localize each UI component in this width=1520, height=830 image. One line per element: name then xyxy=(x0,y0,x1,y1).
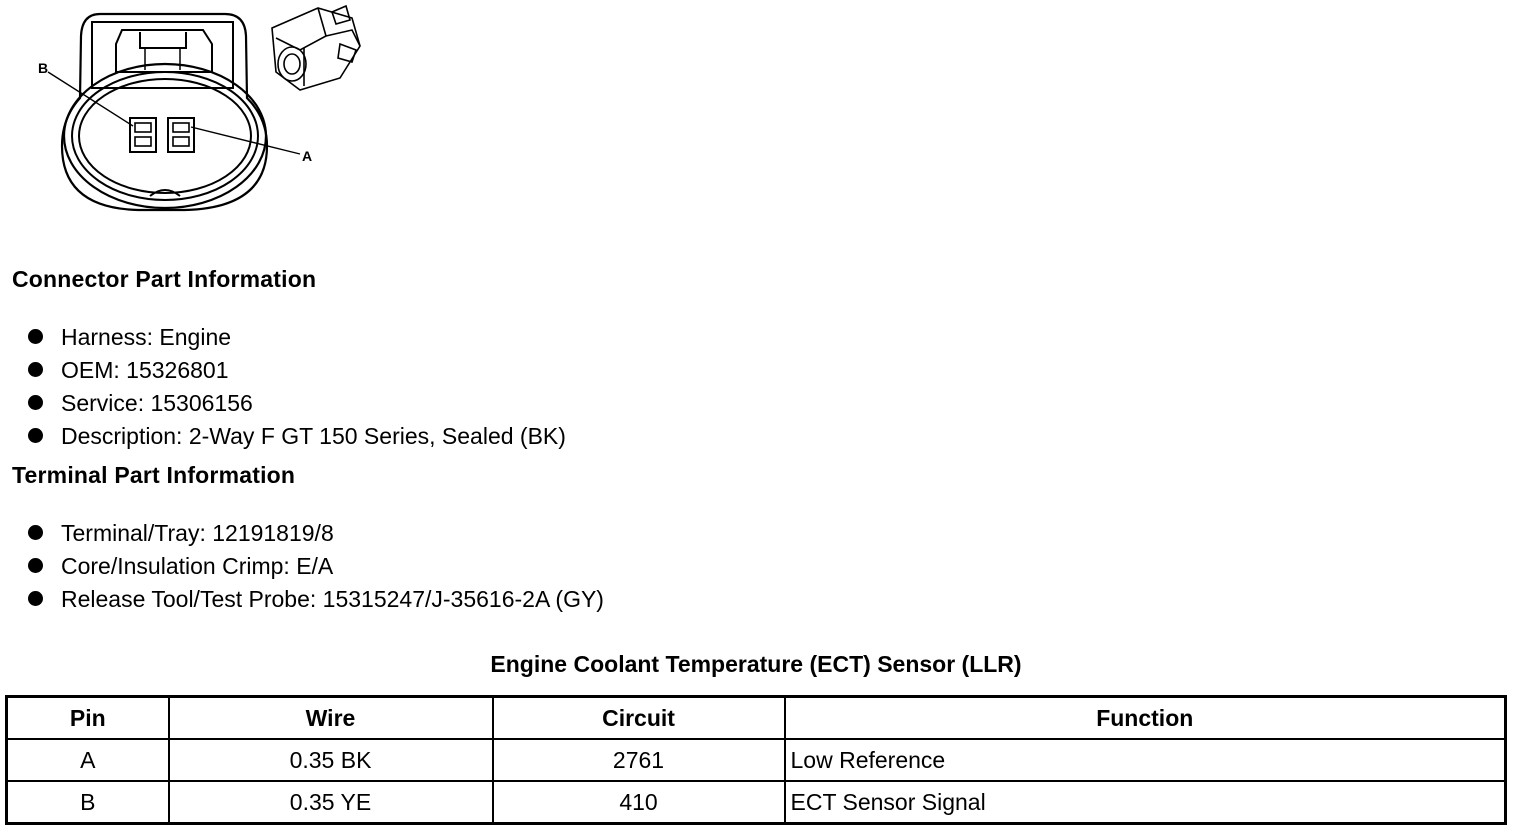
table-header-row xyxy=(7,697,1506,740)
table-row xyxy=(7,781,1506,824)
list-item: Core/Insulation Crimp: E/A xyxy=(28,549,604,582)
cell-function: ECT Sensor Signal xyxy=(785,781,1506,824)
pinout-table xyxy=(5,695,1507,825)
bullet-dot-icon xyxy=(28,329,43,344)
connector-isometric-icon xyxy=(272,6,360,90)
list-item: Service: 15306156 xyxy=(28,386,566,419)
locking-tab-inner xyxy=(116,30,212,72)
table-title: Engine Coolant Temperature (ECT) Sensor (LLR) xyxy=(490,651,1022,677)
connector-info-list xyxy=(28,320,566,452)
connector-diagram xyxy=(0,0,380,220)
header-function: Function xyxy=(785,697,1506,740)
list-item: OEM: 15326801 xyxy=(28,353,566,386)
list-item: Harness: Engine xyxy=(28,320,566,353)
header-wire: Wire xyxy=(169,697,493,740)
terminal-section-title: Terminal Part Information xyxy=(12,462,296,488)
list-item: Release Tool/Test Probe: 15315247/J-35616-2A (GY) xyxy=(28,582,604,615)
bullet-dot-icon xyxy=(28,362,43,377)
cell-wire: 0.35 YE xyxy=(169,781,493,824)
pin-label-a: A xyxy=(302,148,313,164)
terminal-cavity-a xyxy=(168,118,194,152)
leader-line-a xyxy=(191,127,300,154)
list-item: Description: 2-Way F GT 150 Series, Sealed (BK) xyxy=(28,419,566,452)
list-item: Terminal/Tray: 12191819/8 xyxy=(28,516,604,549)
bullet-dot-icon xyxy=(28,395,43,410)
cell-pin: B xyxy=(7,781,169,824)
seal-ring-outer xyxy=(64,64,266,208)
cell-pin: A xyxy=(7,739,169,781)
cell-wire: 0.35 BK xyxy=(169,739,493,781)
cell-circuit: 410 xyxy=(493,781,785,824)
terminal-info-list xyxy=(28,516,604,615)
header-pin: Pin xyxy=(7,697,169,740)
bullet-dot-icon xyxy=(28,428,43,443)
pin-label-b: B xyxy=(38,60,49,76)
table-row xyxy=(7,739,1506,781)
bullet-dot-icon xyxy=(28,591,43,606)
cell-circuit: 2761 xyxy=(493,739,785,781)
bullet-dot-icon xyxy=(28,558,43,573)
connector-section-title: Connector Part Information xyxy=(12,266,317,292)
header-circuit: Circuit xyxy=(493,697,785,740)
bullet-dot-icon xyxy=(28,525,43,540)
cell-function: Low Reference xyxy=(785,739,1506,781)
terminal-cavity-b xyxy=(130,118,156,152)
